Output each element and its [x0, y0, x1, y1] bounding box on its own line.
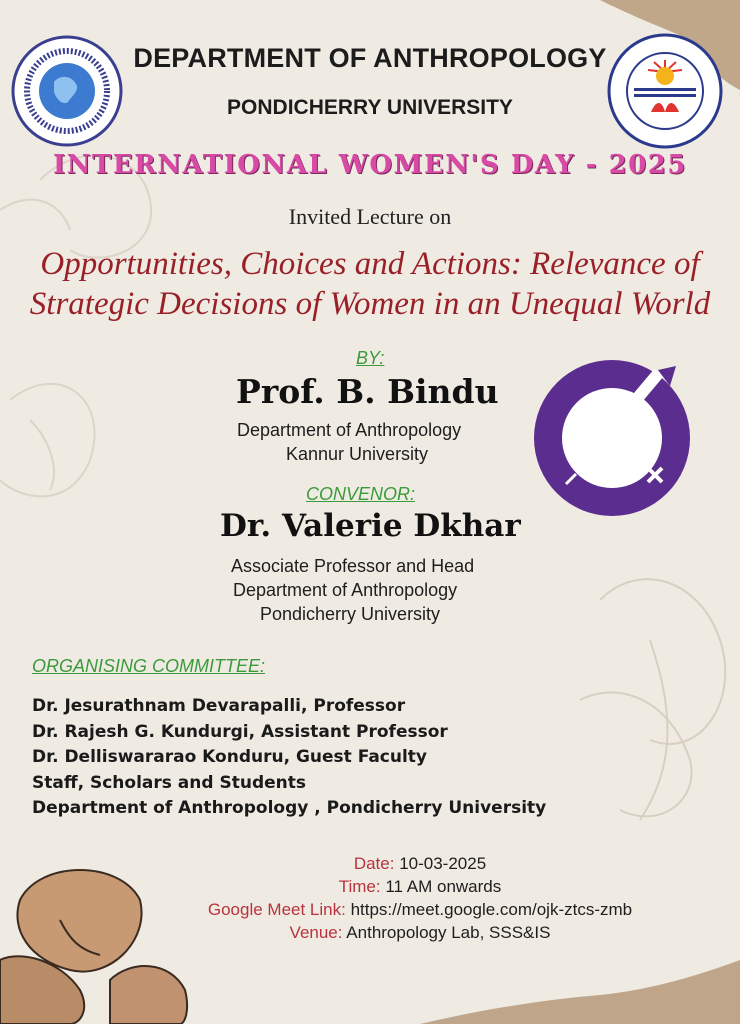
- committee-member: Staff, Scholars and Students: [32, 772, 306, 793]
- date-label: Date:: [353, 854, 395, 873]
- event-occasion: INTERNATIONAL WOMEN'S DAY - 2025: [53, 150, 687, 180]
- meet-link-row: [0, 898, 740, 921]
- womens-day-symbol: [530, 356, 694, 520]
- convenor-title: Associate Professor and Head: [231, 556, 475, 576]
- lecture-title-line2: Strategic Decisions of Women in an Unequal World: [29, 286, 711, 322]
- department-heading: DEPARTMENT OF ANTHROPOLOGY: [133, 43, 607, 73]
- committee-member: Dr. Jesurathnam Devarapalli, Professor: [32, 696, 406, 716]
- convenor-university: Pondicherry University: [260, 604, 441, 624]
- convenor-name: Dr. Valerie Dkhar: [220, 508, 521, 544]
- meet-link[interactable]: https://meet.google.com/ojk-ztcs-zmb: [350, 900, 633, 919]
- committee-list: [32, 694, 546, 822]
- speaker-university: Kannur University: [286, 444, 429, 464]
- time-label: Time:: [338, 877, 381, 896]
- speaker-label: BY:: [356, 348, 385, 368]
- university-heading: PONDICHERRY UNIVERSITY: [227, 96, 513, 119]
- event-details: [0, 852, 740, 944]
- committee-member: Department of Anthropology , Pondicherry University: [32, 798, 547, 818]
- venue-value: Anthropology Lab, SSS&IS: [346, 923, 551, 942]
- womens-day-venus-symbol-icon: [530, 356, 694, 520]
- venue-label: Venue:: [289, 923, 343, 942]
- lecture-title: [0, 244, 740, 324]
- time-value: 11 AM onwards: [385, 877, 502, 896]
- convenor-label: CONVENOR:: [306, 484, 416, 504]
- committee-label: ORGANISING COMMITTEE:: [32, 656, 266, 676]
- convenor-department: Department of Anthropology: [233, 580, 458, 600]
- speaker-name: Prof. B. Bindu: [236, 372, 499, 411]
- date-row: [0, 852, 740, 875]
- lecture-intro: Invited Lecture on: [288, 204, 452, 229]
- meet-link-label: Google Meet Link:: [207, 900, 346, 919]
- time-row: [0, 875, 740, 898]
- speaker-department: Department of Anthropology: [237, 420, 462, 440]
- committee-member: Dr. Delliswararao Konduru, Guest Faculty: [32, 747, 428, 767]
- date-value: 10-03-2025: [399, 854, 487, 873]
- lecture-title-line1: Opportunities, Choices and Actions: Relevance of: [40, 246, 700, 282]
- committee-member: Dr. Rajesh G. Kundurgi, Assistant Professor: [32, 721, 448, 742]
- venue-row: [0, 921, 740, 944]
